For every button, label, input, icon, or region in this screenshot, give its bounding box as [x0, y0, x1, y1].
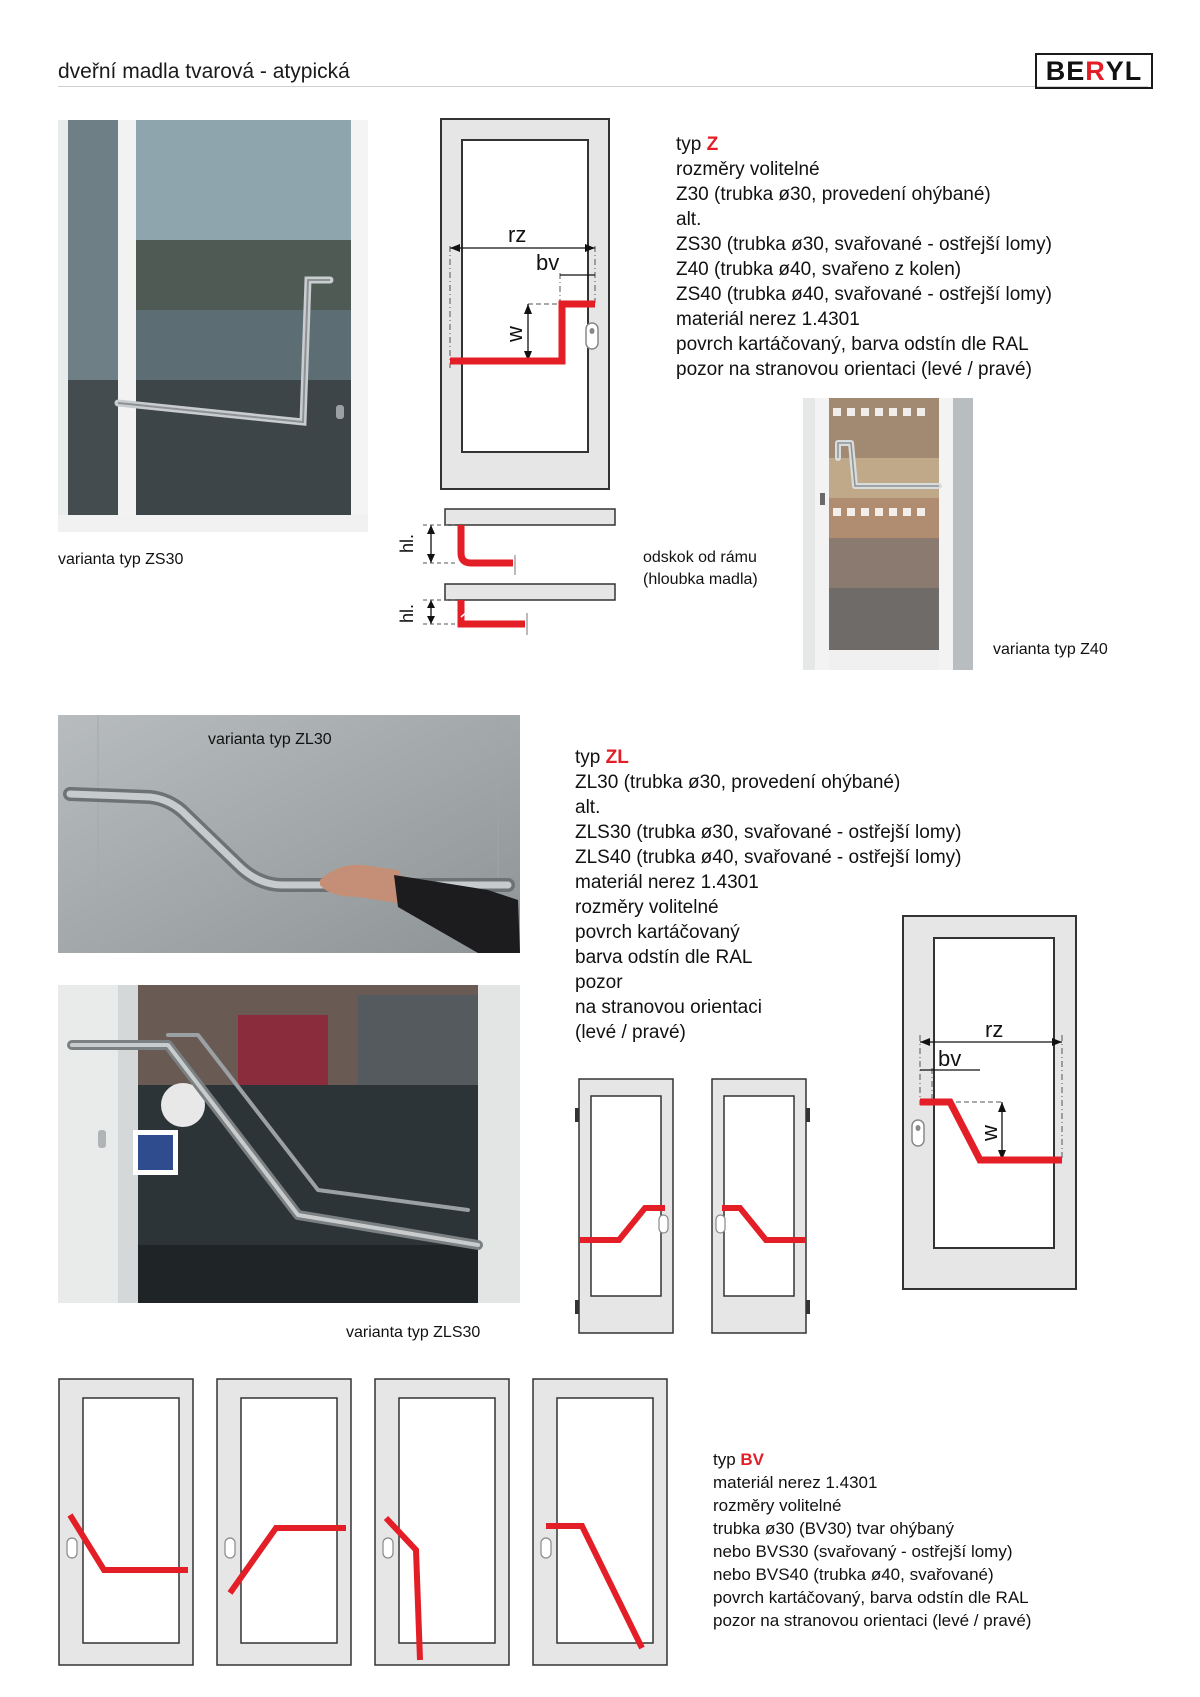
spec-zl-line: ZL30 (trubka ø30, provedení ohýbané) [575, 772, 901, 793]
spec-bv-line: trubka ø30 (BV30) tvar ohýbaný [713, 1519, 954, 1538]
code-z: Z [706, 134, 719, 155]
spec-z-line: alt. [676, 209, 702, 230]
dim-zl-rz-label: rz [985, 1017, 1004, 1042]
spec-zl-line: pozor [575, 972, 623, 993]
logo-text-left: BE [1045, 55, 1086, 86]
code-zl: ZL [605, 747, 629, 768]
spec-z-line: Z40 (trubka ø40, svařeno z kolen) [676, 259, 962, 280]
diagram-handle-depth [395, 505, 620, 635]
spec-zl-line: ZLS40 (trubka ø40, svařované - ostřejší lomy) [575, 847, 962, 868]
caption-offset-1: odskok od rámu [643, 549, 757, 566]
header-divider [58, 86, 1148, 87]
diagram-zl-door-right [708, 1078, 810, 1334]
photo-zl30-handle [58, 715, 520, 953]
page-title: dveřní madla tvarová - atypická [58, 60, 350, 83]
spec-z-line: materiál nerez 1.4301 [676, 309, 860, 330]
diagram-bv-door-1 [58, 1378, 194, 1666]
spec-z-line: ZS30 (trubka ø30, svařované - ostřejší lomy) [676, 234, 1052, 255]
beryl-logo [1035, 53, 1153, 89]
diagram-zl-door-left [575, 1078, 677, 1334]
spec-zl-line: (levé / pravé) [575, 1022, 686, 1043]
dim-zl-bv-label: bv [938, 1046, 962, 1071]
photo-zs30-door [58, 120, 368, 532]
logo-text-r: R [1085, 55, 1106, 86]
caption-zls30: varianta typ ZLS30 [346, 1324, 481, 1341]
spec-zl-line: alt. [575, 797, 601, 818]
dim-zl-w-label: w [977, 1125, 1002, 1141]
spec-z-line: povrch kartáčovaný, barva odstín dle RAL [676, 334, 1029, 355]
spec-zl-line: materiál nerez 1.4301 [575, 872, 759, 893]
spec-bv-line: nebo BVS30 (svařovaný - ostřejší lomy) [713, 1542, 1013, 1561]
spec-bv-line: rozměry volitelné [713, 1496, 842, 1515]
caption-zl30: varianta typ ZL30 [208, 731, 332, 748]
diagram-z-door [440, 118, 610, 490]
photo-z40-door [803, 398, 973, 670]
dim-hl-label-2: hl. [397, 603, 417, 623]
spec-type-zl-heading: typ ZL [575, 747, 629, 768]
spec-z-line: rozměry volitelné [676, 159, 820, 180]
spec-zl-line: barva odstín dle RAL [575, 947, 753, 968]
diagram-zl-door [902, 915, 1077, 1290]
spec-zl-line: ZLS30 (trubka ø30, svařované - ostřejší lomy) [575, 822, 962, 843]
dim-rz-label: rz [508, 222, 527, 247]
spec-z-line: ZS40 (trubka ø40, svařované - ostřejší lomy) [676, 284, 1052, 305]
dim-bv-label: bv [536, 250, 560, 275]
code-bv: BV [740, 1450, 765, 1469]
spec-zl-line: rozměry volitelné [575, 897, 719, 918]
spec-bv-line: pozor na stranovou orientaci (levé / pravé) [713, 1611, 1032, 1630]
dim-hl-label-1: hl. [397, 533, 417, 553]
spec-bv-line: povrch kartáčovaný, barva odstín dle RAL [713, 1588, 1029, 1607]
spec-type-z [676, 132, 1052, 382]
diagram-bv-door-3 [374, 1378, 510, 1666]
spec-z-line: Z30 (trubka ø30, provedení ohýbané) [676, 184, 991, 205]
diagram-bv-door-4 [532, 1378, 668, 1666]
spec-zl-line: na stranovou orientaci [575, 997, 762, 1018]
diagram-bv-door-2 [216, 1378, 352, 1666]
spec-type-z-heading: typ Z [676, 134, 719, 155]
caption-zs30: varianta typ ZS30 [58, 551, 184, 568]
caption-offset-2: (hloubka madla) [643, 571, 758, 588]
spec-z-line: pozor na stranovou orientaci (levé / pravé) [676, 359, 1032, 380]
photo-zls30-handle [58, 985, 520, 1303]
spec-zl-line: povrch kartáčovaný [575, 922, 740, 943]
spec-type-bv-heading: typ BV [713, 1450, 765, 1469]
logo-text-right: YL [1105, 55, 1143, 86]
spec-type-bv [713, 1448, 1031, 1632]
dim-w-label: w [502, 326, 527, 342]
spec-bv-line: nebo BVS40 (trubka ø40, svařované) [713, 1565, 994, 1584]
caption-z40: varianta typ Z40 [993, 641, 1108, 658]
spec-bv-line: materiál nerez 1.4301 [713, 1473, 878, 1492]
